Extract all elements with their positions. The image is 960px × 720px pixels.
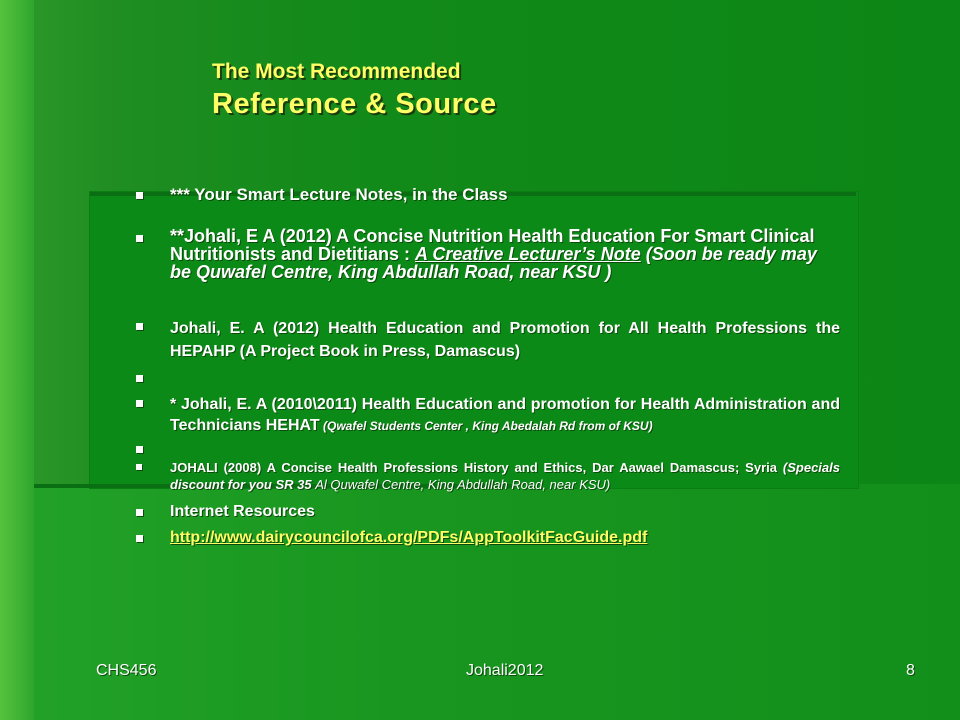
item-text: Internet Resources <box>170 503 315 520</box>
list-item <box>130 227 840 281</box>
item-text: Johali, E. A (2012) Health Education and Promotion for All Health Professions the HEPAHP (A Project Book in Press, Damascus) <box>170 320 840 360</box>
item-text-emphasis: A Creative Lecturer’s Note <box>415 244 641 264</box>
list-item <box>130 317 840 363</box>
list-item <box>130 528 840 548</box>
background-stripe <box>0 0 34 720</box>
slide-title-line-2: Reference & Source <box>212 88 497 120</box>
square-bullet-icon <box>136 535 143 542</box>
item-text-note: (Qwafel Students Center , King Abedalah Rd from of KSU) <box>319 419 653 433</box>
square-bullet-icon <box>136 192 143 199</box>
square-bullet-icon <box>136 400 143 407</box>
slide-number: 8 <box>906 662 915 679</box>
square-bullet-icon <box>136 464 142 470</box>
square-bullet-icon <box>136 446 143 453</box>
resource-link[interactable]: http://www.dairycouncilofca.org/PDFs/AppToolkitFacGuide.pdf <box>170 529 648 546</box>
slide-title-line-1: The Most Recommended <box>212 60 461 83</box>
list-item <box>130 394 840 437</box>
item-text: * Johali, E. A (2010\2011) Health Education and promotion for Health Administration and Technicians HEHAT <box>170 396 840 434</box>
list-item <box>130 184 840 206</box>
square-bullet-icon <box>136 509 143 516</box>
item-text: *** Your Smart Lecture Notes, in the Class <box>170 185 508 204</box>
list-item-empty <box>130 368 840 388</box>
footer-course-code: CHS456 <box>96 662 157 679</box>
list-item-empty <box>130 440 840 458</box>
item-text: **Johali, E A (2012) A Concise Nutrition Health Education For Smart Clinical Nutritionists and Dietitians : <box>170 226 815 264</box>
square-bullet-icon <box>136 235 143 242</box>
list-item <box>130 459 840 493</box>
square-bullet-icon <box>136 323 143 330</box>
item-text-note: Al Quwafel Centre, King Abdullah Road, near KSU) <box>315 477 611 492</box>
square-bullet-icon <box>136 375 143 382</box>
footer-author: Johali2012 <box>466 662 544 679</box>
item-text: JOHALI (2008) A Concise Health Professions History and Ethics, Dar Aawael Damascus; Syria <box>170 460 783 475</box>
list-item <box>130 502 840 522</box>
item-text-note: (Soon be ready may be Quwafel Centre, King Abdullah Road, near KSU ) <box>170 244 817 282</box>
item-text-emphasis: (Specials discount for you SR 35 <box>170 460 840 492</box>
slide-title <box>212 58 497 122</box>
reference-list <box>130 180 840 548</box>
